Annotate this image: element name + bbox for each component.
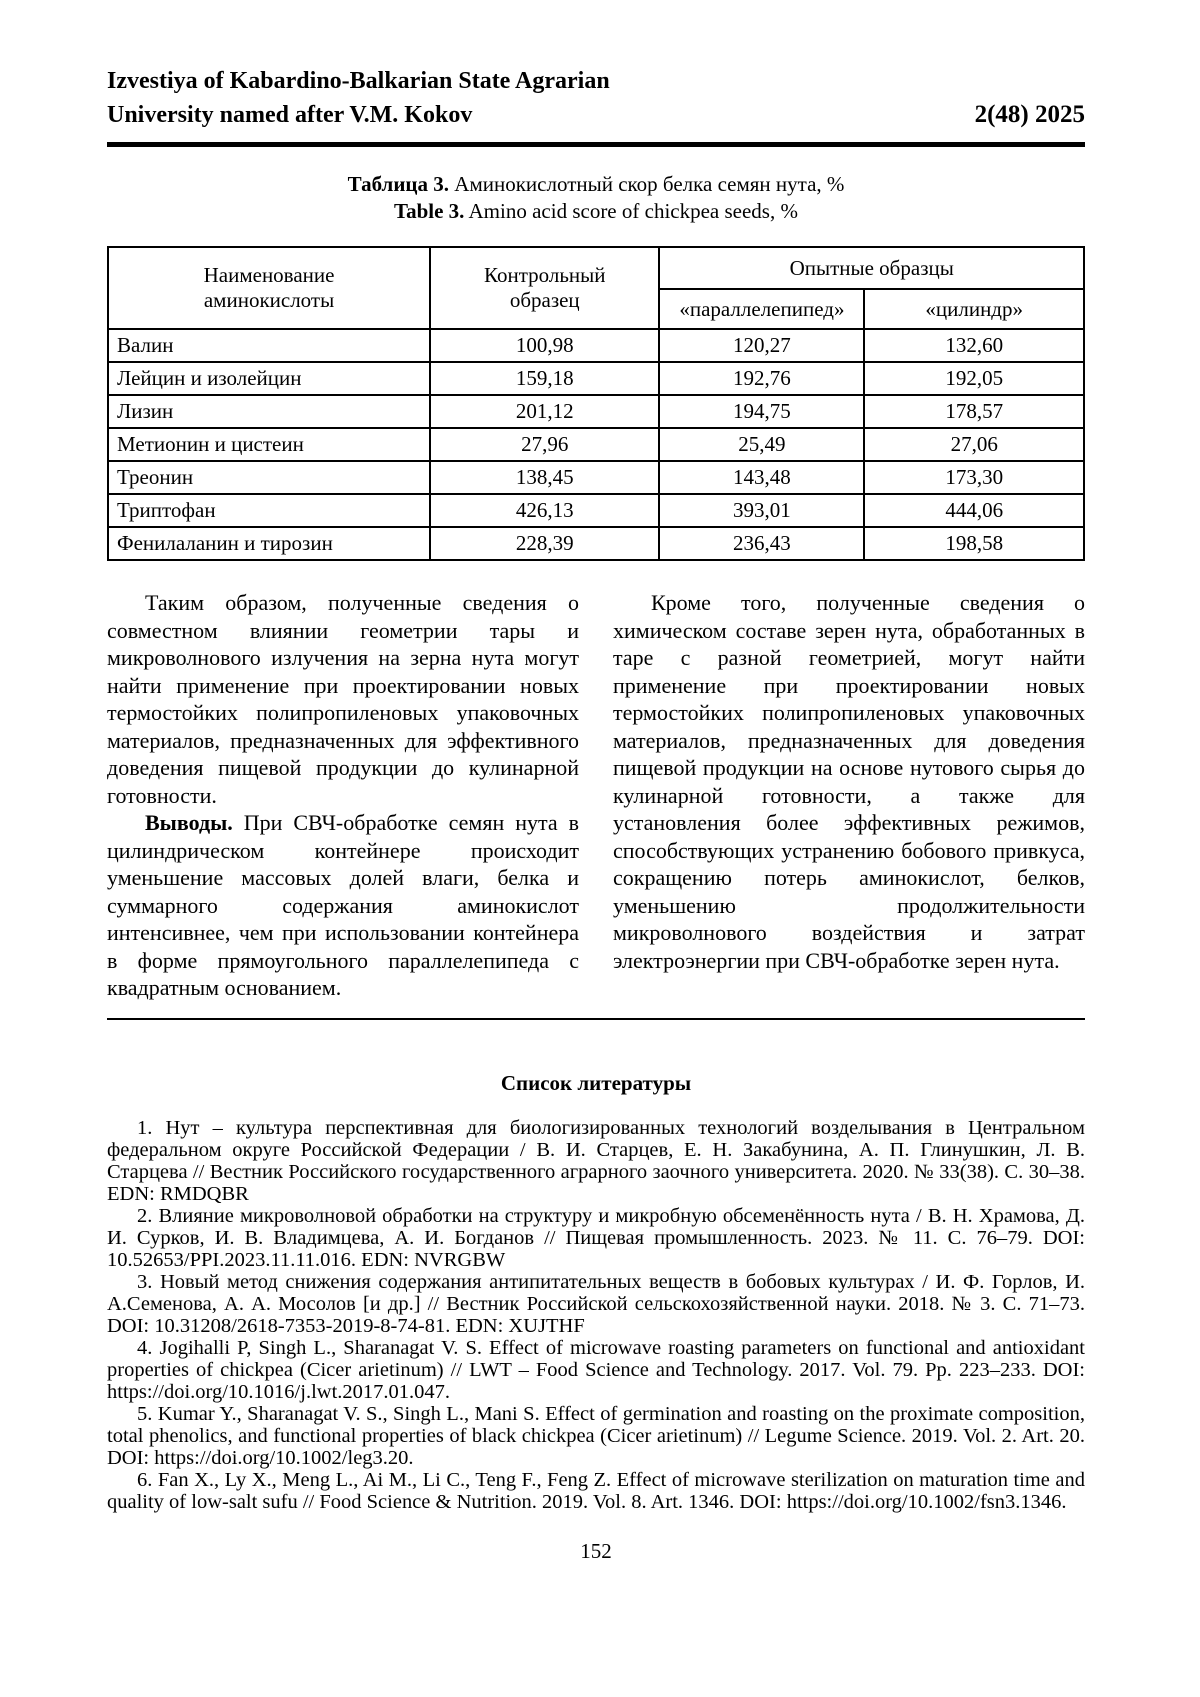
table-row (108, 527, 1084, 560)
table-row (108, 395, 1084, 428)
col-subheader-parallelepiped: «параллелепипед» (659, 289, 864, 329)
control-value-cell: 426,13 (430, 494, 659, 527)
table-caption-en (107, 198, 1085, 225)
journal-title (107, 64, 610, 132)
left-column (107, 589, 579, 1002)
control-value-cell: 201,12 (430, 395, 659, 428)
col-header-amino-name-text: Наименование аминокислоты (203, 263, 335, 312)
reference-item: 5. Kumar Y., Sharanagat V. S., Singh L., Mani S. Effect of germination and roasting on the proximate composition, total phenolics, and functional properties of black chickpea (Cicer arietinum) // Legume Science. 2019. Vol. 2. Art. 20. DOI: https://doi.org/10.1002/leg3.20. (107, 1402, 1085, 1469)
table-row (108, 428, 1084, 461)
control-value-cell: 159,18 (430, 362, 659, 395)
amino-name-cell: Треонин (108, 461, 430, 494)
parallelepiped-value-cell: 236,43 (659, 527, 864, 560)
reference-item: 6. Fan X., Ly X., Meng L., Ai M., Li C., Teng F., Feng Z. Effect of microwave sterilization on maturation time and quality of low-salt sufu // Food Science & Nutrition. 2019. Vol. 8. Art. 1346. DOI: https://doi.org/10.1002/fsn3.1346. (107, 1468, 1085, 1513)
table-caption-en-label: Table 3. (394, 199, 465, 223)
table-caption (107, 171, 1085, 225)
journal-title-line1: Izvestiya of Kabardino-Balkarian State Agrarian (107, 68, 610, 94)
col-subheader-cylinder: «цилиндр» (864, 289, 1084, 329)
table-caption-ru-label: Таблица 3. (347, 172, 450, 196)
section-divider (107, 1018, 1085, 1020)
amino-acid-score-table (107, 246, 1085, 561)
journal-title-line2: University named after V.M. Kokov (107, 102, 473, 128)
amino-name-cell: Метионин и цистеин (108, 428, 430, 461)
col-header-control (430, 247, 659, 329)
cylinder-value-cell: 173,30 (864, 461, 1084, 494)
references-heading: Список литературы (500, 1070, 692, 1095)
conclusions-text: При СВЧ-обработке семян нута в цилиндрическом контейнере происходит уменьшение массовых долей влаги, белка и суммарного содержания аминокислот интенсивнее, чем при использовании контейнера в форме прямоугольного параллелепипеда с квадратным основанием. (107, 810, 579, 1000)
table-row (108, 494, 1084, 527)
cylinder-value-cell: 132,60 (864, 329, 1084, 362)
cylinder-value-cell: 27,06 (864, 428, 1084, 461)
amino-name-cell: Валин (108, 329, 430, 362)
parallelepiped-value-cell: 25,49 (659, 428, 864, 461)
cylinder-value-cell: 444,06 (864, 494, 1084, 527)
reference-item: 4. Jogihalli P, Singh L., Sharanagat V. S. Effect of microwave roasting parameters on functional and antioxidant properties of chickpea (Cicer arietinum) // LWT – Food Science and Technology. 2017. Vol. 79. Pp. 223–233. DOI: https://doi.org/10.1016/j.lwt.2017.01.047. (107, 1336, 1085, 1403)
reference-item: 3. Новый метод снижения содержания антипитательных веществ в бобовых культурах / И. Ф. Горлов, И. А.Семенова, А. А. Мосолов [и др.] // Вестник Российской сельскохозяйственной науки. 2018. № 3. С. 71–73. DOI: 10.31208/2618-7353-2019-8-74-81. EDN: XUJTHF (107, 1270, 1085, 1337)
parallelepiped-value-cell: 192,76 (659, 362, 864, 395)
cylinder-value-cell: 192,05 (864, 362, 1084, 395)
table-row (108, 329, 1084, 362)
page-number: 152 (580, 1538, 612, 1563)
amino-name-cell: Лейцин и изолейцин (108, 362, 430, 395)
reference-item: 2. Влияние микроволновой обработки на структуру и микробную обсеменённость нута / В. Н. Храмова, Д. И. Сурков, И. В. Владимцева, А. И. Богданов // Пищевая промышленность. 2023. № 11. С. 76–79. DOI: 10.52653/PPI.2023.11.11.016. EDN: NVRGBW (107, 1204, 1085, 1271)
cylinder-value-cell: 198,58 (864, 527, 1084, 560)
control-value-cell: 138,45 (430, 461, 659, 494)
body-columns (107, 589, 1085, 1002)
left-paragraph-1: Таким образом, полученные сведения о совместном влиянии геометрии тары и микроволнового излучения на зерна нута могут найти применение при проектировании новых термостойких полипропиленовых упаковочных материалов, предназначенных для эффективного доведения пищевой продукции до кулинарной готовности. (107, 590, 579, 808)
cylinder-value-cell: 178,57 (864, 395, 1084, 428)
table-caption-ru (107, 171, 1085, 198)
col-header-experimental: Опытные образцы (659, 247, 1084, 289)
issue-number: 2(48) 2025 (974, 101, 1085, 128)
table-row (108, 461, 1084, 494)
amino-name-cell: Фенилаланин и тирозин (108, 527, 430, 560)
table-caption-en-text: Amino acid score of chickpea seeds, % (464, 199, 798, 223)
col-header-control-text: Контрольный образец (484, 263, 606, 312)
right-column (613, 589, 1085, 1002)
conclusions-label: Выводы. (145, 810, 233, 835)
amino-name-cell: Лизин (108, 395, 430, 428)
col-header-amino-name (108, 247, 430, 329)
journal-header (107, 64, 1085, 132)
control-value-cell: 100,98 (430, 329, 659, 362)
reference-item: 1. Нут – культура перспективная для биологизированных технологий возделывания в Центральном федеральном округе Российской Федерации / В. И. Старцев, Е. Н. Закабунина, А. П. Глинушкин, Л. В. Старцева // Вестник Российского государственного аграрного заочного университета. 2020. № 33(38). С. 30–38. EDN: RMDQBR (107, 1116, 1085, 1205)
parallelepiped-value-cell: 143,48 (659, 461, 864, 494)
left-paragraph-2 (107, 809, 579, 1002)
parallelepiped-value-cell: 194,75 (659, 395, 864, 428)
right-paragraph: Кроме того, полученные сведения о химическом составе зерен нута, обработанных в таре с разной геометрией, могут найти применение при проектировании новых термостойких полипропиленовых упаковочных материалов, предназначенных для доведения пищевой продукции на основе нутового сырья до кулинарной готовности, а также для установления более эффективных режимов, способствующих устранению бобового привкуса, сокращению потерь аминокислот, белков, уменьшению продолжительности микроволнового воздействия и затрат электроэнергии при СВЧ-обработке зерен нута. (613, 590, 1085, 973)
table-caption-ru-text: Аминокислотный скор белка семян нута, % (449, 172, 845, 196)
header-rule (107, 142, 1085, 147)
parallelepiped-value-cell: 120,27 (659, 329, 864, 362)
references-list (107, 1117, 1085, 1513)
control-value-cell: 228,39 (430, 527, 659, 560)
table-row (108, 362, 1084, 395)
parallelepiped-value-cell: 393,01 (659, 494, 864, 527)
table-header-row-1 (108, 247, 1084, 289)
control-value-cell: 27,96 (430, 428, 659, 461)
amino-name-cell: Триптофан (108, 494, 430, 527)
